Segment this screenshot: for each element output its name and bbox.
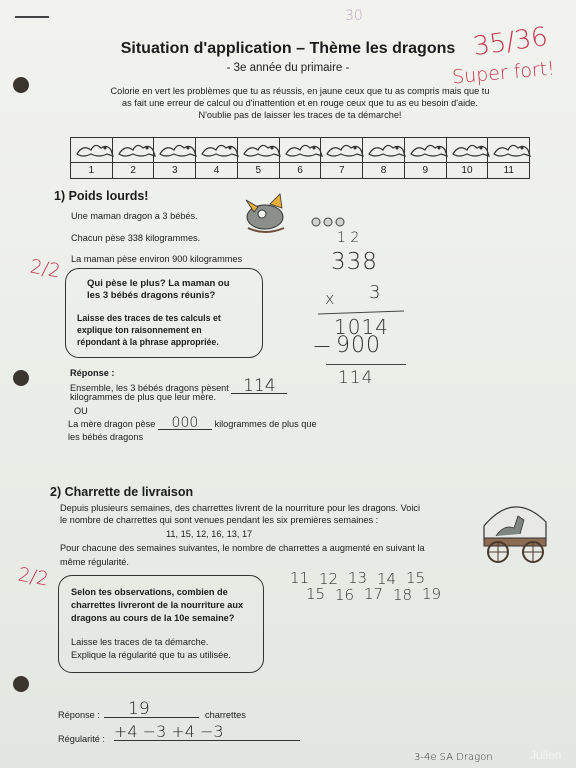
dragon-icon	[367, 140, 407, 160]
work-bottom-number: 16	[335, 586, 355, 604]
problem2-trace-line: Laisse les traces de ta démarche.	[71, 637, 209, 647]
problem2-line: le nombre de charrettes qui sont venues pendant les six premières semaines :	[60, 515, 379, 525]
problem2-reponse-label: Réponse :	[58, 710, 100, 720]
dragon-icon	[200, 140, 240, 160]
problem2-mark: 2/2	[16, 563, 51, 591]
problem-cell[interactable]	[196, 138, 238, 178]
problem1-trace-line: explique ton raisonnement en	[77, 325, 202, 335]
work-top-number: 12	[319, 570, 339, 588]
problem1-line: Une maman dragon a 3 bébés.	[71, 211, 198, 221]
dragon-icon	[451, 140, 491, 160]
problem-number: 9	[405, 162, 446, 178]
work-top-number: 13	[348, 569, 368, 587]
problem1-reponse-label: Réponse :	[70, 368, 115, 378]
problem1-answer1-cont: kilogrammes de plus que leur mère.	[70, 392, 217, 402]
answer2-text: La mère dragon pèse	[68, 419, 156, 429]
top-left-rule	[15, 16, 49, 18]
answer1-text: Ensemble, les 3 bébés dragons pèsent	[70, 383, 229, 393]
problem-number: 8	[363, 162, 404, 178]
problem-number: 5	[238, 162, 279, 178]
dragon-icon	[75, 140, 115, 160]
calc-multiplicand: 338	[331, 249, 378, 275]
problem1-line: Chacun pèse 338 kilogrammes.	[71, 233, 201, 243]
work-bottom-number: 19	[422, 585, 442, 603]
calc-result: 114	[338, 368, 374, 388]
dragon-icon	[158, 140, 198, 160]
answer2-fill[interactable]: 000	[158, 417, 212, 430]
problem-number: 4	[196, 162, 237, 178]
top-mark: 30	[345, 8, 363, 24]
dragon-icon	[284, 140, 324, 160]
dragon-icon	[117, 140, 157, 160]
problem-cell[interactable]	[154, 138, 196, 178]
binder-hole	[13, 77, 29, 93]
problem1-heading: 1) Poids lourds!	[54, 189, 149, 203]
work-bottom-number: 17	[364, 585, 384, 603]
problem1-or: OU	[74, 406, 88, 416]
page-title: Situation d'application – Thème les dragons	[120, 40, 456, 57]
problem1-mark: 2/2	[28, 255, 63, 283]
page-subtitle: - 3e année du primaire -	[226, 62, 350, 74]
problem-cell[interactable]	[363, 138, 405, 178]
problem1-question-line: Qui pèse le plus? La maman ou	[87, 278, 230, 289]
problem-cell[interactable]	[321, 138, 363, 178]
problem-number: 11	[488, 162, 529, 178]
problem1-question-line: les 3 bébés dragons réunis?	[87, 290, 216, 301]
instruction-line: as fait une erreur de calcul ou d'inattention et en rouge ceux que tu as eu besoin d'aide.	[122, 98, 478, 108]
problem-cell[interactable]	[447, 138, 489, 178]
problem1-trace-line: Laisse des traces de tes calculs et	[77, 313, 221, 323]
answer1-fill[interactable]: 114	[231, 379, 287, 394]
problem-cell[interactable]	[71, 138, 113, 178]
problem2-question-box	[58, 575, 264, 673]
problem-cell[interactable]	[280, 138, 322, 178]
problem2-sequence: 11, 15, 12, 16, 13, 17	[166, 529, 253, 539]
problem-cell[interactable]	[488, 138, 529, 178]
work-top-number: 14	[377, 570, 397, 588]
problem1-answer2-cont: les bébés dragons	[68, 432, 144, 442]
problem-number: 2	[113, 162, 154, 178]
problem-number: 6	[280, 162, 321, 178]
problem-cell[interactable]	[405, 138, 447, 178]
dragon-icon	[242, 140, 282, 160]
work-bottom-number: 18	[393, 586, 413, 604]
problem2-line: même régularité.	[60, 557, 129, 567]
instruction-line: Colorie en vert les problèmes que tu as réussis, en jaune ceux que tu as compris mais que tu	[110, 86, 490, 96]
teacher-comment: Super fort!	[451, 57, 556, 89]
dragon-family-illustration	[240, 192, 350, 237]
calc-carry: 1 2	[337, 230, 360, 246]
work-bottom-number: 15	[306, 585, 326, 603]
problem-cell[interactable]	[113, 138, 155, 178]
dragon-icon	[409, 140, 449, 160]
problem-tracker-table	[70, 137, 530, 179]
problem-number: 7	[321, 162, 362, 178]
problem2-answer-fill[interactable]: 19	[104, 701, 199, 718]
problem2-question-line: Selon tes observations, combien de	[71, 587, 228, 597]
problem-number: 1	[71, 162, 112, 178]
problem1-answer2	[68, 417, 317, 430]
problem1-question-box	[65, 268, 263, 358]
calc-multiplier: 3	[369, 282, 381, 303]
problem2-question-line: charrettes livreront de la nourriture aux	[71, 600, 244, 610]
calc-line	[326, 364, 406, 365]
delivery-wagon-illustration	[478, 492, 552, 566]
instruction-line: N'oublie pas de laisser les traces de ta démarche!	[198, 110, 402, 120]
problem2-answer-unit: charrettes	[205, 710, 246, 720]
problem-number: 10	[447, 162, 488, 178]
watermark: Julien	[530, 748, 562, 762]
problem2-line: Depuis plusieurs semaines, des charrettes livrent de la nourriture pour les dragons. Voici	[60, 503, 421, 513]
work-top-number: 15	[406, 569, 426, 587]
calc-minus-sign: −	[312, 332, 333, 360]
dragon-icon	[325, 140, 365, 160]
problem2-regularite-label: Régularité :	[58, 734, 105, 744]
work-top-number: 11	[290, 569, 310, 587]
instructions	[80, 85, 520, 121]
problem2-line: Pour chacune des semaines suivantes, le nombre de charrettes a augmenté en suivant la	[60, 543, 425, 553]
footer-note: 3-4e SA Dragon	[414, 752, 493, 763]
calc-product: 1014	[334, 315, 389, 339]
problem2-trace-line: Explique la régularité que tu as utilisée.	[71, 650, 231, 660]
calc-line	[318, 310, 404, 314]
problem1-trace-line: répondant à la phrase appropriée.	[77, 337, 219, 347]
calc-times-sign: x	[325, 289, 335, 308]
binder-hole	[13, 676, 29, 692]
dragon-icon	[492, 140, 532, 160]
answer2-text: kilogrammes de plus que	[214, 419, 317, 429]
problem-number: 3	[154, 162, 195, 178]
binder-hole	[13, 370, 29, 386]
problem1-line: La maman pèse environ 900 kilogrammes	[71, 254, 243, 264]
score: 35/36	[471, 21, 550, 63]
problem-cell[interactable]	[238, 138, 280, 178]
problem2-heading: 2) Charrette de livraison	[50, 485, 194, 499]
calc-subtrahend: 900	[336, 333, 381, 358]
problem2-question-line: dragons au cours de la 10e semaine?	[71, 613, 235, 623]
problem2-regularite-fill[interactable]: +4 −3 +4 −3	[114, 724, 300, 741]
